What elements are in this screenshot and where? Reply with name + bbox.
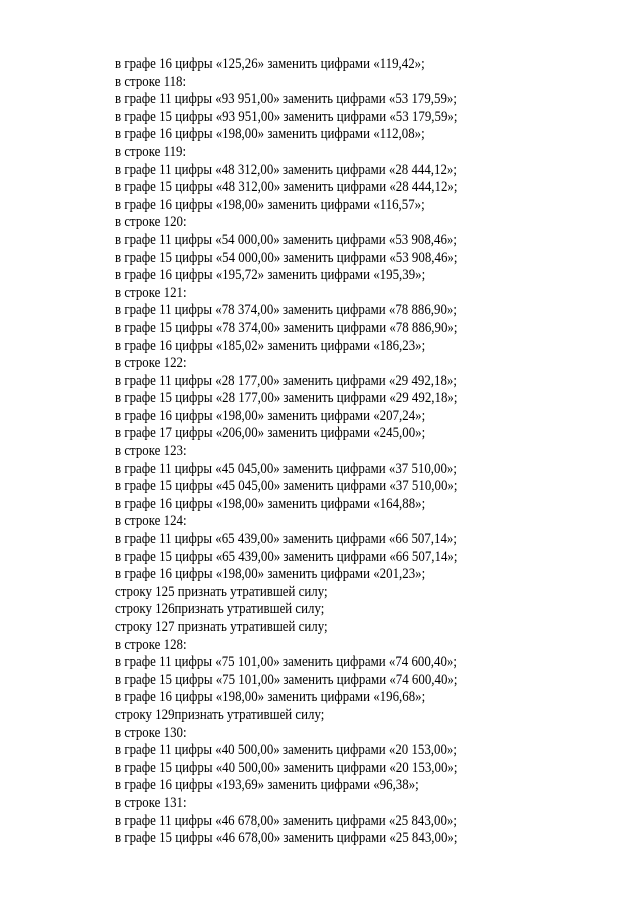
document-line: в графе 16 цифры «198,00» заменить цифрами «196,68»; [115, 689, 426, 706]
document-line: в графе 16 цифры «193,69» заменить цифрами «96,38»; [115, 777, 419, 794]
document-line: в строке 119: [115, 143, 187, 160]
document-line: в графе 15 цифры «45 045,00» заменить цифрами «37 510,00»; [115, 478, 458, 495]
document-line: в графе 15 цифры «48 312,00» заменить цифрами «28 444,12»; [115, 179, 458, 196]
document-line: в строке 122: [115, 355, 187, 372]
document-line: в графе 15 цифры «46 678,00» заменить цифрами «25 843,00»; [115, 830, 458, 847]
document-line: строку 129признать утратившей силу; [115, 706, 325, 723]
document-line: в графе 16 цифры «198,00» заменить цифрами «112,08»; [115, 126, 425, 143]
document-line: в строке 130: [115, 724, 187, 741]
document-line: в графе 16 цифры «198,00» заменить цифрами «207,24»; [115, 407, 426, 424]
amendment-text-block [115, 56, 476, 848]
document-line: в графе 15 цифры «78 374,00» заменить цифрами «78 886,90»; [115, 319, 458, 336]
document-line: в графе 11 цифры «54 000,00» заменить цифрами «53 908,46»; [115, 231, 457, 248]
document-line: в графе 11 цифры «48 312,00» заменить цифрами «28 444,12»; [115, 161, 457, 178]
document-line: в графе 15 цифры «40 500,00» заменить цифрами «20 153,00»; [115, 759, 458, 776]
document-line: в графе 15 цифры «93 951,00» заменить цифрами «53 179,59»; [115, 108, 458, 125]
document-line: в графе 17 цифры «206,00» заменить цифрами «245,00»; [115, 425, 426, 442]
document-line: в графе 11 цифры «28 177,00» заменить цифрами «29 492,18»; [115, 372, 457, 389]
document-line: в графе 11 цифры «78 374,00» заменить цифрами «78 886,90»; [115, 302, 457, 319]
document-line: в графе 11 цифры «46 678,00» заменить цифрами «25 843,00»; [115, 812, 457, 829]
document-line: строку 126признать утратившей силу; [115, 601, 325, 618]
document-line: в строке 131: [115, 794, 187, 811]
document-line: в графе 16 цифры «125,26» заменить цифрами «119,42»; [115, 56, 425, 72]
document-line: строку 127 признать утратившей силу; [115, 619, 328, 635]
document-line: в графе 15 цифры «28 177,00» заменить цифрами «29 492,18»; [115, 390, 458, 407]
document-line: в графе 15 цифры «54 000,00» заменить цифрами «53 908,46»; [115, 249, 458, 266]
document-line: в графе 11 цифры «65 439,00» заменить цифрами «66 507,14»; [115, 531, 457, 548]
document-line: в графе 11 цифры «45 045,00» заменить цифрами «37 510,00»; [115, 460, 457, 477]
document-line: в графе 16 цифры «198,00» заменить цифрами «164,88»; [115, 495, 426, 512]
document-line: в графе 11 цифры «75 101,00» заменить цифрами «74 600,40»; [115, 654, 457, 671]
document-line: в строке 124: [115, 513, 187, 530]
document-line: в графе 16 цифры «195,72» заменить цифрами «195,39»; [115, 267, 426, 284]
document-line: в строке 118: [115, 73, 187, 90]
document-line: в графе 16 цифры «198,00» заменить цифрами «116,57»; [115, 196, 425, 213]
document-line: в графе 16 цифры «198,00» заменить цифрами «201,23»; [115, 566, 426, 583]
document-line: в графе 11 цифры «93 951,00» заменить цифрами «53 179,59»; [115, 91, 457, 108]
document-line: в строке 123: [115, 443, 187, 460]
document-line: в графе 16 цифры «185,02» заменить цифрами «186,23»; [115, 337, 426, 354]
document-line: в строке 121: [115, 284, 187, 301]
document-line: в графе 11 цифры «40 500,00» заменить цифрами «20 153,00»; [115, 742, 457, 759]
document-line: строку 125 признать утратившей силу; [115, 583, 328, 600]
document-line: в графе 15 цифры «75 101,00» заменить цифрами «74 600,40»; [115, 671, 458, 688]
document-line: в графе 15 цифры «65 439,00» заменить цифрами «66 507,14»; [115, 548, 458, 565]
document-line: в строке 120: [115, 214, 187, 231]
document-line: в строке 128: [115, 636, 187, 653]
